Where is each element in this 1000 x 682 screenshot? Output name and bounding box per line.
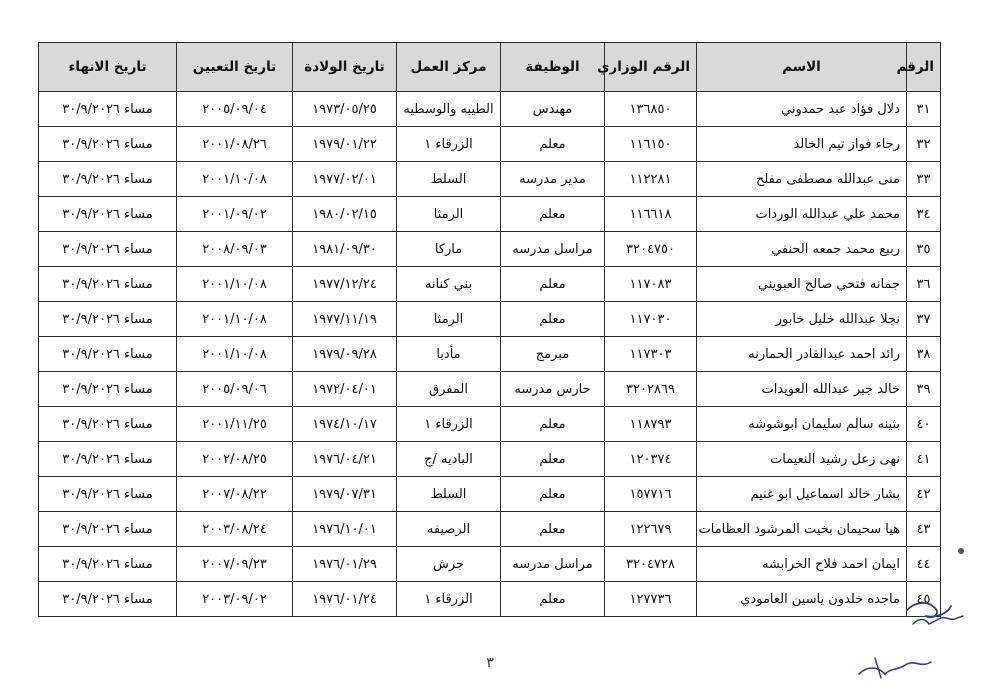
cell-end-date: مساء ٣٠/٩/٢٠٢٦ — [39, 162, 177, 197]
table-row — [39, 232, 941, 267]
cell-work-center: الطيبه والوسطيه — [397, 92, 501, 127]
cell-end-date: مساء ٣٠/٩/٢٠٢٦ — [39, 512, 177, 547]
cell-end-date: مساء ٣٠/٩/٢٠٢٦ — [39, 302, 177, 337]
cell-work-center: الرصيفه — [397, 512, 501, 547]
cell-work-center: بني كنانه — [397, 267, 501, 302]
table-row — [39, 162, 941, 197]
cell-birth-date: ١٩٧٦/١٠/٠١ — [293, 512, 397, 547]
cell-work-center: الزرقاء ١ — [397, 127, 501, 162]
cell-name: نجلا عبدالله خليل خابور — [697, 302, 907, 337]
cell-name: بشار خالد اسماعيل ابو غنيم — [697, 477, 907, 512]
cell-ministry-number: ١٢٠٣٧٤ — [605, 442, 697, 477]
cell-work-center: السلط — [397, 162, 501, 197]
cell-ministry-number: ١٢٢٦٧٩ — [605, 512, 697, 547]
cell-birth-date: ١٩٧٦/٠٤/٢١ — [293, 442, 397, 477]
cell-appointment-date: ٢٠٠٢/٠٨/٢٥ — [177, 442, 293, 477]
cell-appointment-date: ٢٠٠١/١٠/٠٨ — [177, 337, 293, 372]
cell-birth-date: ١٩٨١/٠٩/٣٠ — [293, 232, 397, 267]
stray-ink-dot — [958, 548, 964, 554]
cell-idx: ٤٢ — [907, 477, 941, 512]
cell-job: معلم — [501, 442, 605, 477]
cell-birth-date: ١٩٧٩/٠٧/٣١ — [293, 477, 397, 512]
cell-name: جمانه فتحي صالح العبويني — [697, 267, 907, 302]
cell-ministry-number: ١١٨٧٩٣ — [605, 407, 697, 442]
cell-name: ربيع محمد جمعه الحنفي — [697, 232, 907, 267]
table-row — [39, 372, 941, 407]
cell-name: بثينه سالم سليمان ابوشوشه — [697, 407, 907, 442]
cell-job: مبرمج — [501, 337, 605, 372]
cell-appointment-date: ٢٠٠١/١٠/٠٨ — [177, 162, 293, 197]
cell-appointment-date: ٢٠٠٣/٠٨/٢٤ — [177, 512, 293, 547]
cell-appointment-date: ٢٠٠١/٠٩/٠٢ — [177, 197, 293, 232]
cell-birth-date: ١٩٧٢/٠٤/٠١ — [293, 372, 397, 407]
cell-appointment-date: ٢٠٠١/١٠/٠٨ — [177, 267, 293, 302]
cell-ministry-number: ١٣٦٨٥٠ — [605, 92, 697, 127]
cell-end-date: مساء ٣٠/٩/٢٠٢٦ — [39, 92, 177, 127]
cell-appointment-date: ٢٠٠١/١٠/٠٨ — [177, 302, 293, 337]
header-job: الوظيفة — [501, 43, 605, 92]
header-ministry-number: الرقم الوزاري — [605, 43, 697, 92]
cell-work-center: الزرقاء ١ — [397, 407, 501, 442]
cell-appointment-date: ٢٠٠٨/٠٩/٠٣ — [177, 232, 293, 267]
cell-end-date: مساء ٣٠/٩/٢٠٢٦ — [39, 197, 177, 232]
header-appointment-date: تاريخ التعيين — [177, 43, 293, 92]
cell-end-date: مساء ٣٠/٩/٢٠٢٦ — [39, 267, 177, 302]
table-row — [39, 407, 941, 442]
cell-idx: ٣٥ — [907, 232, 941, 267]
cell-job: معلم — [501, 582, 605, 617]
cell-ministry-number: ٣٢٠٢٨٦٩ — [605, 372, 697, 407]
cell-name: هيا سحيمان بخيت المرشود العظامات — [697, 512, 907, 547]
cell-job: مراسل مدرسه — [501, 232, 605, 267]
cell-idx: ٣٦ — [907, 267, 941, 302]
cell-work-center: الباديه /ج — [397, 442, 501, 477]
cell-job: معلم — [501, 407, 605, 442]
cell-name: محمد علي عبدالله الوردات — [697, 197, 907, 232]
cell-work-center: ماركا — [397, 232, 501, 267]
cell-name: دلال فؤاد عبد حمدوني — [697, 92, 907, 127]
cell-appointment-date: ٢٠٠٧/٠٩/٢٣ — [177, 547, 293, 582]
table-row — [39, 197, 941, 232]
cell-work-center: السلط — [397, 477, 501, 512]
table-header-row — [39, 43, 941, 92]
employees-table — [38, 42, 941, 617]
cell-end-date: مساء ٣٠/٩/٢٠٢٦ — [39, 547, 177, 582]
cell-name: منى عبدالله مصطفى مفلح — [697, 162, 907, 197]
cell-idx: ٣٢ — [907, 127, 941, 162]
cell-idx: ٤٥ — [907, 582, 941, 617]
header-birth-date: تاريخ الولادة — [293, 43, 397, 92]
cell-job: مهندس — [501, 92, 605, 127]
header-name: الاسم — [697, 43, 907, 92]
cell-ministry-number: ١٢٧٧٣٦ — [605, 582, 697, 617]
cell-birth-date: ١٩٨٠/٠٢/١٥ — [293, 197, 397, 232]
table-row — [39, 337, 941, 372]
cell-name: نهى زعل رشيد النعيمات — [697, 442, 907, 477]
cell-name: رجاء فواز تيم الخالد — [697, 127, 907, 162]
cell-work-center: المفرق — [397, 372, 501, 407]
handwritten-signature — [855, 588, 1000, 682]
cell-work-center: الزرقاء ١ — [397, 582, 501, 617]
cell-end-date: مساء ٣٠/٩/٢٠٢٦ — [39, 582, 177, 617]
cell-idx: ٣٧ — [907, 302, 941, 337]
cell-ministry-number: ١١٧٠٣٠ — [605, 302, 697, 337]
cell-end-date: مساء ٣٠/٩/٢٠٢٦ — [39, 127, 177, 162]
cell-birth-date: ١٩٧٩/٠١/٢٢ — [293, 127, 397, 162]
cell-job: معلم — [501, 267, 605, 302]
cell-appointment-date: ٢٠٠١/١١/٢٥ — [177, 407, 293, 442]
cell-job: معلم — [501, 512, 605, 547]
cell-end-date: مساء ٣٠/٩/٢٠٢٦ — [39, 407, 177, 442]
cell-birth-date: ١٩٧٦/٠١/٢٤ — [293, 582, 397, 617]
cell-job: معلم — [501, 477, 605, 512]
cell-ministry-number: ٣٢٠٤٧٢٨ — [605, 547, 697, 582]
table-row — [39, 267, 941, 302]
cell-end-date: مساء ٣٠/٩/٢٠٢٦ — [39, 337, 177, 372]
cell-birth-date: ١٩٧٩/٠٩/٢٨ — [293, 337, 397, 372]
cell-name: رائد احمد عبدالقادر الحمارنه — [697, 337, 907, 372]
table-row — [39, 477, 941, 512]
page-number: ٣ — [486, 655, 494, 671]
cell-work-center: الرمثا — [397, 197, 501, 232]
cell-work-center: جرش — [397, 547, 501, 582]
table-row — [39, 442, 941, 477]
cell-appointment-date: ٢٠٠٥/٠٩/٠٤ — [177, 92, 293, 127]
cell-birth-date: ١٩٧٧/١٢/٢٤ — [293, 267, 397, 302]
table-row — [39, 92, 941, 127]
cell-job: معلم — [501, 302, 605, 337]
table-body — [39, 92, 941, 617]
table-row — [39, 512, 941, 547]
cell-ministry-number: ١١٢٢٨١ — [605, 162, 697, 197]
cell-job: مدير مدرسه — [501, 162, 605, 197]
header-work-center: مركز العمل — [397, 43, 501, 92]
cell-name: ماجده خلدون ياسين العامودي — [697, 582, 907, 617]
cell-idx: ٣٩ — [907, 372, 941, 407]
cell-birth-date: ١٩٧٦/٠١/٢٩ — [293, 547, 397, 582]
cell-job: معلم — [501, 127, 605, 162]
cell-ministry-number: ٣٢٠٤٧٥٠ — [605, 232, 697, 267]
cell-end-date: مساء ٣٠/٩/٢٠٢٦ — [39, 372, 177, 407]
cell-job: حارس مدرسه — [501, 372, 605, 407]
cell-idx: ٣٤ — [907, 197, 941, 232]
cell-ministry-number: ١١٧٠٨٣ — [605, 267, 697, 302]
cell-ministry-number: ١١٦١٥٠ — [605, 127, 697, 162]
cell-end-date: مساء ٣٠/٩/٢٠٢٦ — [39, 477, 177, 512]
cell-appointment-date: ٢٠٠٥/٠٩/٠٦ — [177, 372, 293, 407]
cell-birth-date: ١٩٧٧/٠٢/٠١ — [293, 162, 397, 197]
cell-appointment-date: ٢٠٠١/٠٨/٢٦ — [177, 127, 293, 162]
header-idx: الرقم — [907, 43, 941, 92]
cell-end-date: مساء ٣٠/٩/٢٠٢٦ — [39, 442, 177, 477]
cell-idx: ٣٣ — [907, 162, 941, 197]
cell-name: ايمان احمد فلاح الخرابشه — [697, 547, 907, 582]
table-row — [39, 127, 941, 162]
cell-idx: ٤٠ — [907, 407, 941, 442]
cell-idx: ٤٣ — [907, 512, 941, 547]
cell-appointment-date: ٢٠٠٧/٠٨/٢٢ — [177, 477, 293, 512]
cell-name: خالد جبر عبدالله العويدات — [697, 372, 907, 407]
table-row — [39, 582, 941, 617]
cell-birth-date: ١٩٧٤/١٠/١٧ — [293, 407, 397, 442]
cell-ministry-number: ١٥٧٧١٦ — [605, 477, 697, 512]
cell-idx: ٤٤ — [907, 547, 941, 582]
cell-idx: ٣٨ — [907, 337, 941, 372]
cell-ministry-number: ١١٧٣٠٣ — [605, 337, 697, 372]
cell-work-center: مأدبا — [397, 337, 501, 372]
cell-work-center: الرمثا — [397, 302, 501, 337]
cell-job: مراسل مدرسه — [501, 547, 605, 582]
cell-idx: ٤١ — [907, 442, 941, 477]
cell-ministry-number: ١١٦٦١٨ — [605, 197, 697, 232]
cell-idx: ٣١ — [907, 92, 941, 127]
cell-appointment-date: ٢٠٠٣/٠٩/٠٢ — [177, 582, 293, 617]
cell-birth-date: ١٩٧٣/٠٥/٢٥ — [293, 92, 397, 127]
cell-job: معلم — [501, 197, 605, 232]
header-end-date: تاريخ الانهاء — [39, 43, 177, 92]
table-row — [39, 302, 941, 337]
cell-birth-date: ١٩٧٧/١١/١٩ — [293, 302, 397, 337]
cell-end-date: مساء ٣٠/٩/٢٠٢٦ — [39, 232, 177, 267]
table-row — [39, 547, 941, 582]
